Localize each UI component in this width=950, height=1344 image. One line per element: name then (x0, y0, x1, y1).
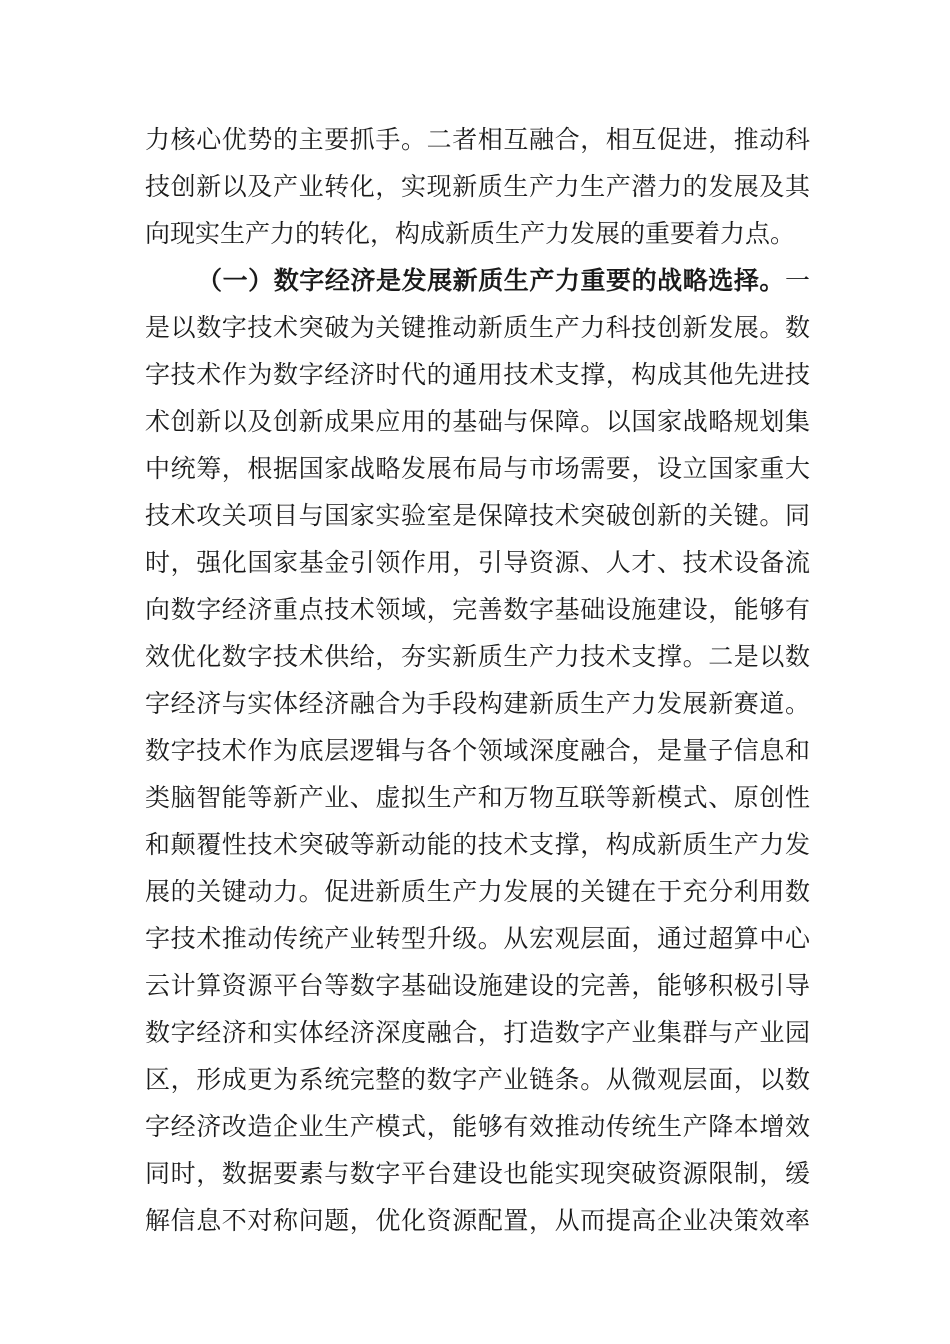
text-line: 向数字经济重点技术领域，完善数字基础设施建设，能够有 (145, 595, 810, 624)
text-line: 字技术作为数字经济时代的通用技术支撑，构成其他先进技 (145, 360, 810, 389)
text-line: 数字技术作为底层逻辑与各个领域深度融合，是量子信息和 (145, 736, 810, 765)
text-line: 和颠覆性技术突破等新动能的技术支撑，构成新质生产力发 (145, 830, 810, 859)
text-line: 区，形成更为系统完整的数字产业链条。从微观层面，以数 (145, 1065, 810, 1094)
text-line: 展的关键动力。促进新质生产力发展的关键在于充分利用数 (145, 877, 810, 906)
text-line: 中统筹，根据国家战略发展布局与市场需要，设立国家重大 (145, 454, 810, 483)
text-line: 字经济与实体经济融合为手段构建新质生产力发展新赛道。 (145, 689, 810, 718)
text-line: 类脑智能等新产业、虚拟生产和万物互联等新模式、原创性 (145, 783, 810, 812)
text-line: 技术攻关项目与国家实验室是保障技术突破创新的关键。同 (145, 501, 810, 530)
text-line: 数字经济和实体经济深度融合，打造数字产业集群与产业园 (145, 1018, 810, 1047)
heading-line-rest: 一 (784, 266, 810, 295)
text-line: 术创新以及创新成果应用的基础与保障。以国家战略规划集 (145, 407, 810, 436)
text-line: 力核心优势的主要抓手。二者相互融合，相互促进，推动科 (145, 125, 810, 154)
text-line: 向现实生产力的转化，构成新质生产力发展的重要着力点。 (145, 219, 796, 248)
document-page (145, 116, 810, 1244)
text-line: 技创新以及产业转化，实现新质生产力生产潜力的发展及其 (145, 172, 810, 201)
paragraph-2 (145, 257, 810, 1244)
text-line: 解信息不对称问题，优化资源配置，从而提高企业决策效率 (145, 1206, 810, 1235)
text-line: 字经济改造企业生产模式，能够有效推动传统生产降本增效 (145, 1112, 810, 1141)
text-line-heading (145, 257, 810, 304)
section-heading: （一）数字经济是发展新质生产力重要的战略选择。 (197, 266, 785, 295)
text-line: 云计算资源平台等数字基础设施建设的完善，能够积极引导 (145, 971, 810, 1000)
text-line: 字技术推动传统产业转型升级。从宏观层面，通过超算中心 (145, 924, 810, 953)
paragraph-1 (145, 116, 810, 257)
text-line: 是以数字技术突破为关键推动新质生产力科技创新发展。数 (145, 313, 810, 342)
text-line: 同时，数据要素与数字平台建设也能实现突破资源限制，缓 (145, 1159, 810, 1188)
text-line: 时，强化国家基金引领作用，引导资源、人才、技术设备流 (145, 548, 810, 577)
text-line: 效优化数字技术供给，夯实新质生产力技术支撑。二是以数 (145, 642, 810, 671)
